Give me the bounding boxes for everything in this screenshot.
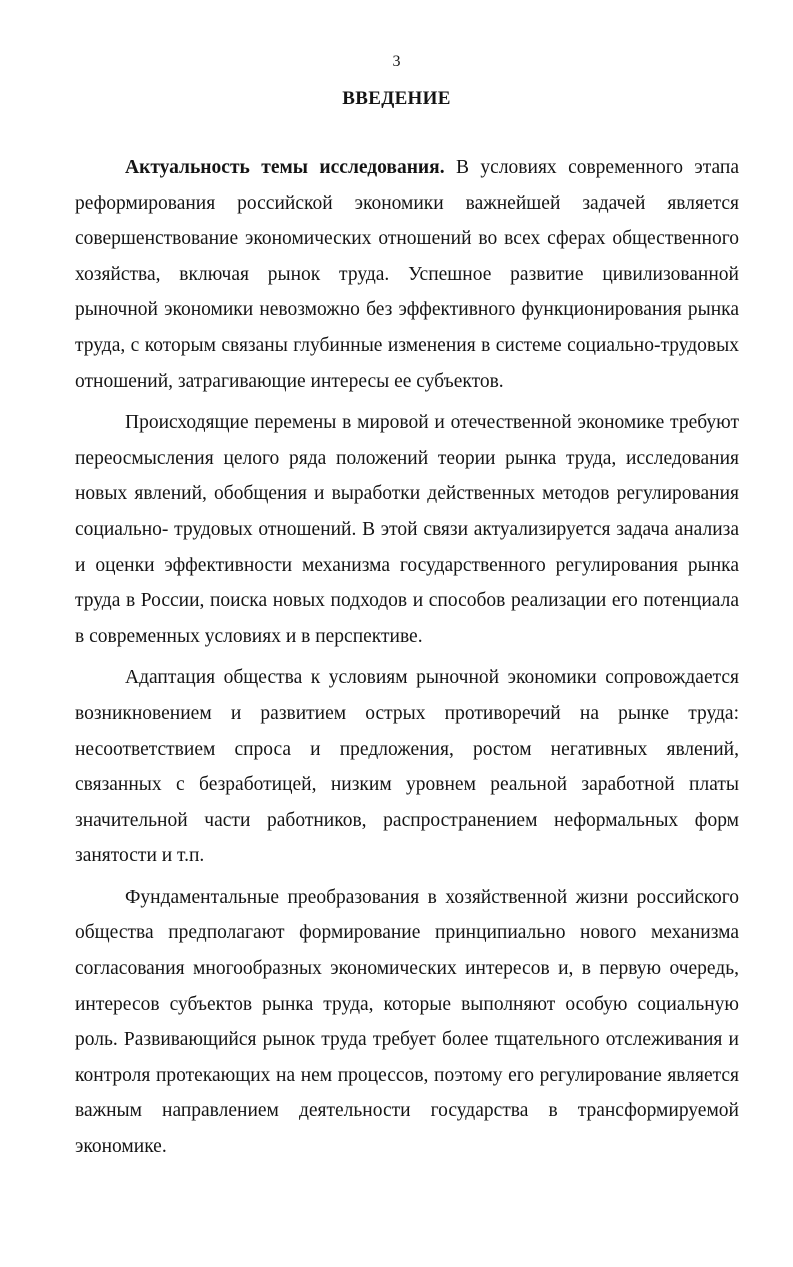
paragraph-text: Фундаментальные преобразования в хозяйственной жизни российского общества предполагают формирование принципиально нового механизма согласования многообразных экономических интересов и, в первую очередь, интересов субъектов рынка труда, которые выполняют особую социальную роль. Развивающийся рынок труда требует более тщательного отслеживания и контроля протекающих на нем процессов, поэтому его регулирование является важным направлением деятельности государства в трансформируемой экономике. [75,886,739,1158]
body-text [75,150,739,1171]
paragraph-adaptation [75,660,739,874]
paragraph-lead: Актуальность темы исследования. [125,157,445,178]
page-number: 3 [392,53,401,70]
paragraph-relevance [75,150,739,399]
section-heading: ВВЕДЕНИЕ [342,88,451,109]
paragraph-text: Адаптация общества к условиям рыночной экономики сопровождается возникновением и развитием острых противоречий на рынке труда: несоответствием спроса и предложения, ростом негативных явлений, связанных с безработицей, низким уровнем реальной заработной платы значительной части работников, распространением неформальных форм занятости и т.п. [75,667,739,867]
paragraph-text: Происходящие перемены в мировой и отечественной экономике требуют переосмысления целого ряда положений теории рынка труда, исследования новых явлений, обобщения и выработки действенных методов регулирования социально- трудовых отношений. В этой связи актуализируется задача анализа и оценки эффективности механизма государственного регулирования рынка труда в России, поиска новых подходов и способов реализации его потенциала в современных условиях и в перспективе. [75,412,739,647]
paragraph-transformations [75,880,739,1165]
paragraph-text: В условиях современного этапа реформирования российской экономики важнейшей задачей является совершенствование экономических отношений во всех сферах общественного хозяйства, включая рынок труда. Успешное развитие цивилизованной рыночной экономики невозможно без эффективного функционирования рынка труда, с которым связаны глубинные изменения в системе социально-трудовых отношений, затрагивающие интересы ее субъектов. [75,157,739,392]
paragraph-changes [75,405,739,654]
